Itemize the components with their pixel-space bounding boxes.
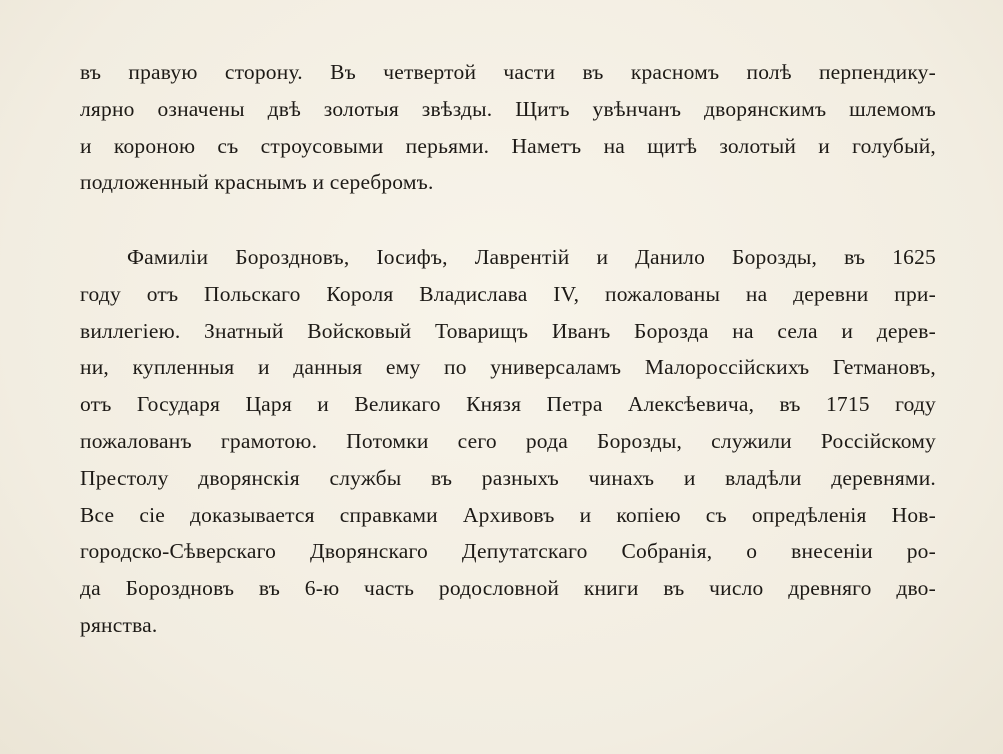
text-line-content: ни, купленныя и данныя ему по универсаламъ Малороссійскихъ Гетмановъ,	[80, 355, 936, 380]
text-line	[0, 91, 1003, 128]
text-line	[0, 349, 1003, 386]
text-line	[0, 54, 1003, 91]
text-line-content: лярно означены двѣ золотыя звѣзды. Щитъ увѣнчанъ дворянскимъ шлемомъ	[80, 96, 936, 121]
text-line-content: Фамиліи Бороздновъ, Іосифъ, Лаврентій и Данило Борозды, въ 1625	[127, 245, 936, 269]
text-line-content: году отъ Польскаго Короля Владислава IV, пожалованы на деревни при-	[80, 281, 936, 306]
text-line-content: пожалованъ грамотою. Потомки сего рода Борозды, служили Россійскому	[80, 428, 936, 453]
text-line-content: Все сіе доказывается справками Архивовъ и копіею съ опредѣленія Нов-	[80, 502, 936, 527]
text-line	[0, 570, 1003, 607]
text-line	[0, 164, 1003, 201]
text-line	[0, 607, 1003, 644]
text-line	[0, 460, 1003, 497]
paragraph-family-history	[0, 239, 1003, 644]
text-line	[0, 423, 1003, 460]
text-line-content: и короною съ строусовыми перьями. Наметъ на щитѣ золотый и голубый,	[80, 133, 936, 158]
text-line-content: Престолу дворянскія службы въ разныхъ чинахъ и владѣли деревнями.	[80, 465, 936, 490]
paragraph-arms-description	[0, 54, 1003, 201]
text-line-content: рянства.	[80, 612, 158, 637]
text-line-content: въ правую сторону. Въ четвертой части въ красномъ полѣ перпендику-	[80, 60, 936, 84]
text-line-content: городско-Сѣверскаго Дворянскаго Депутатскаго Собранія, о внесеніи ро-	[80, 539, 936, 564]
text-line	[0, 276, 1003, 313]
text-line	[0, 533, 1003, 570]
text-line-content: подложенный краснымъ и серебромъ.	[80, 170, 434, 195]
text-line-content: виллегіею. Знатный Войсковый Товарищъ Иванъ Борозда на села и дерев-	[80, 318, 936, 343]
text-line-content: отъ Государя Царя и Великаго Князя Петра Алексѣевича, въ 1715 году	[80, 392, 936, 417]
text-line	[0, 128, 1003, 165]
text-line	[0, 313, 1003, 350]
text-line-content: да Бороздновъ въ 6-ю часть родословной книги въ число древняго дво-	[80, 576, 936, 601]
text-line	[0, 386, 1003, 423]
text-line	[0, 239, 1003, 276]
text-line	[0, 497, 1003, 534]
